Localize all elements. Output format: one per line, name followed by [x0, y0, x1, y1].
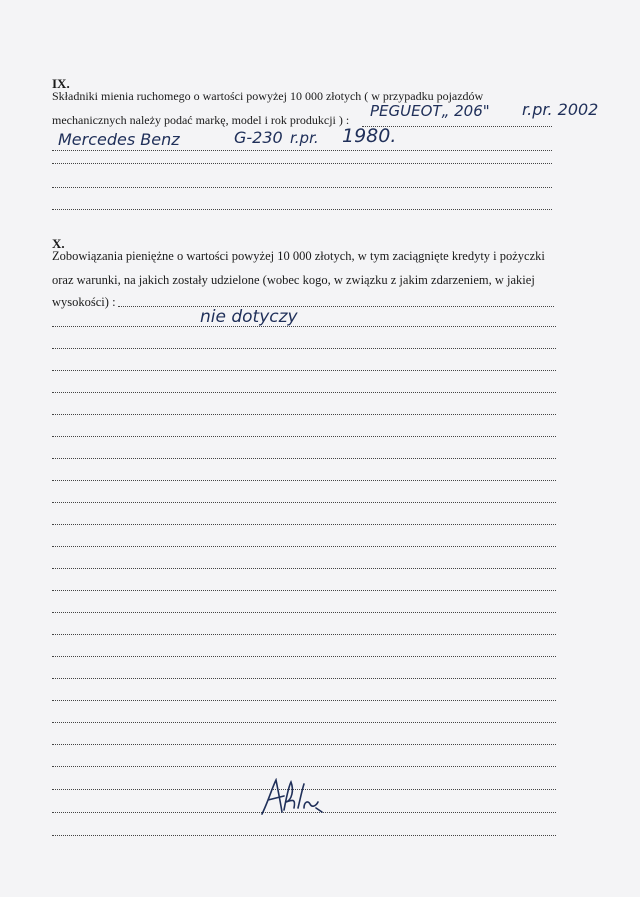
answer-line [52, 326, 556, 327]
handwritten-vehicle-2: Mercedes Benz [58, 130, 180, 149]
section-x-text-line-2: oraz warunki, na jakich zostały udzielone (wobec kogo, w związku z jakim zdarzeniem, w jakiej [52, 273, 535, 287]
answer-line [52, 436, 556, 437]
handwritten-vehicle-1-year: r.pr. 2002 [522, 100, 599, 119]
handwritten-vehicle-2-label: r.pr. [290, 129, 319, 147]
handwritten-vehicle-1: PEGUEOT„ 206" [370, 102, 490, 120]
answer-line [52, 568, 556, 569]
answer-line [52, 348, 556, 349]
answer-line [52, 370, 556, 371]
section-x-heading: X. [52, 236, 65, 251]
answer-line [52, 524, 556, 525]
section-x-text-line-1: Zobowiązania pieniężne o wartości powyżej 10 000 złotych, w tym zaciągnięte kredyty i pożyczki [52, 249, 545, 263]
section-x-text-line-3: wysokości) : [52, 295, 116, 309]
handwritten-signature [258, 778, 328, 818]
answer-line [52, 590, 556, 591]
answer-line [52, 612, 556, 613]
answer-line [118, 306, 554, 307]
answer-line [52, 744, 556, 745]
answer-line [52, 150, 552, 151]
answer-line [52, 634, 556, 635]
answer-line [52, 835, 556, 836]
answer-line [52, 480, 556, 481]
answer-line [52, 766, 556, 767]
handwritten-answer-x: nie dotyczy [200, 307, 298, 327]
answer-line [52, 414, 556, 415]
answer-line [52, 678, 556, 679]
answer-line [52, 700, 556, 701]
section-ix-text-line-1: Składniki mienia ruchomego o wartości powyżej 10 000 złotych ( w przypadku pojazdów [52, 89, 484, 103]
handwritten-vehicle-2-year: 1980. [342, 125, 397, 147]
section-ix-text-line-2: mechanicznych należy podać markę, model i rok produkcji ) : [52, 113, 350, 127]
answer-line [52, 656, 556, 657]
answer-line [52, 546, 556, 547]
answer-line [52, 392, 556, 393]
answer-line [52, 163, 552, 164]
handwritten-vehicle-2-model: G-230 [234, 128, 283, 147]
answer-line [52, 458, 556, 459]
section-ix-heading: IX. [52, 76, 70, 91]
answer-line [52, 502, 556, 503]
answer-line [52, 187, 552, 188]
answer-line [52, 209, 552, 210]
answer-line [52, 722, 556, 723]
